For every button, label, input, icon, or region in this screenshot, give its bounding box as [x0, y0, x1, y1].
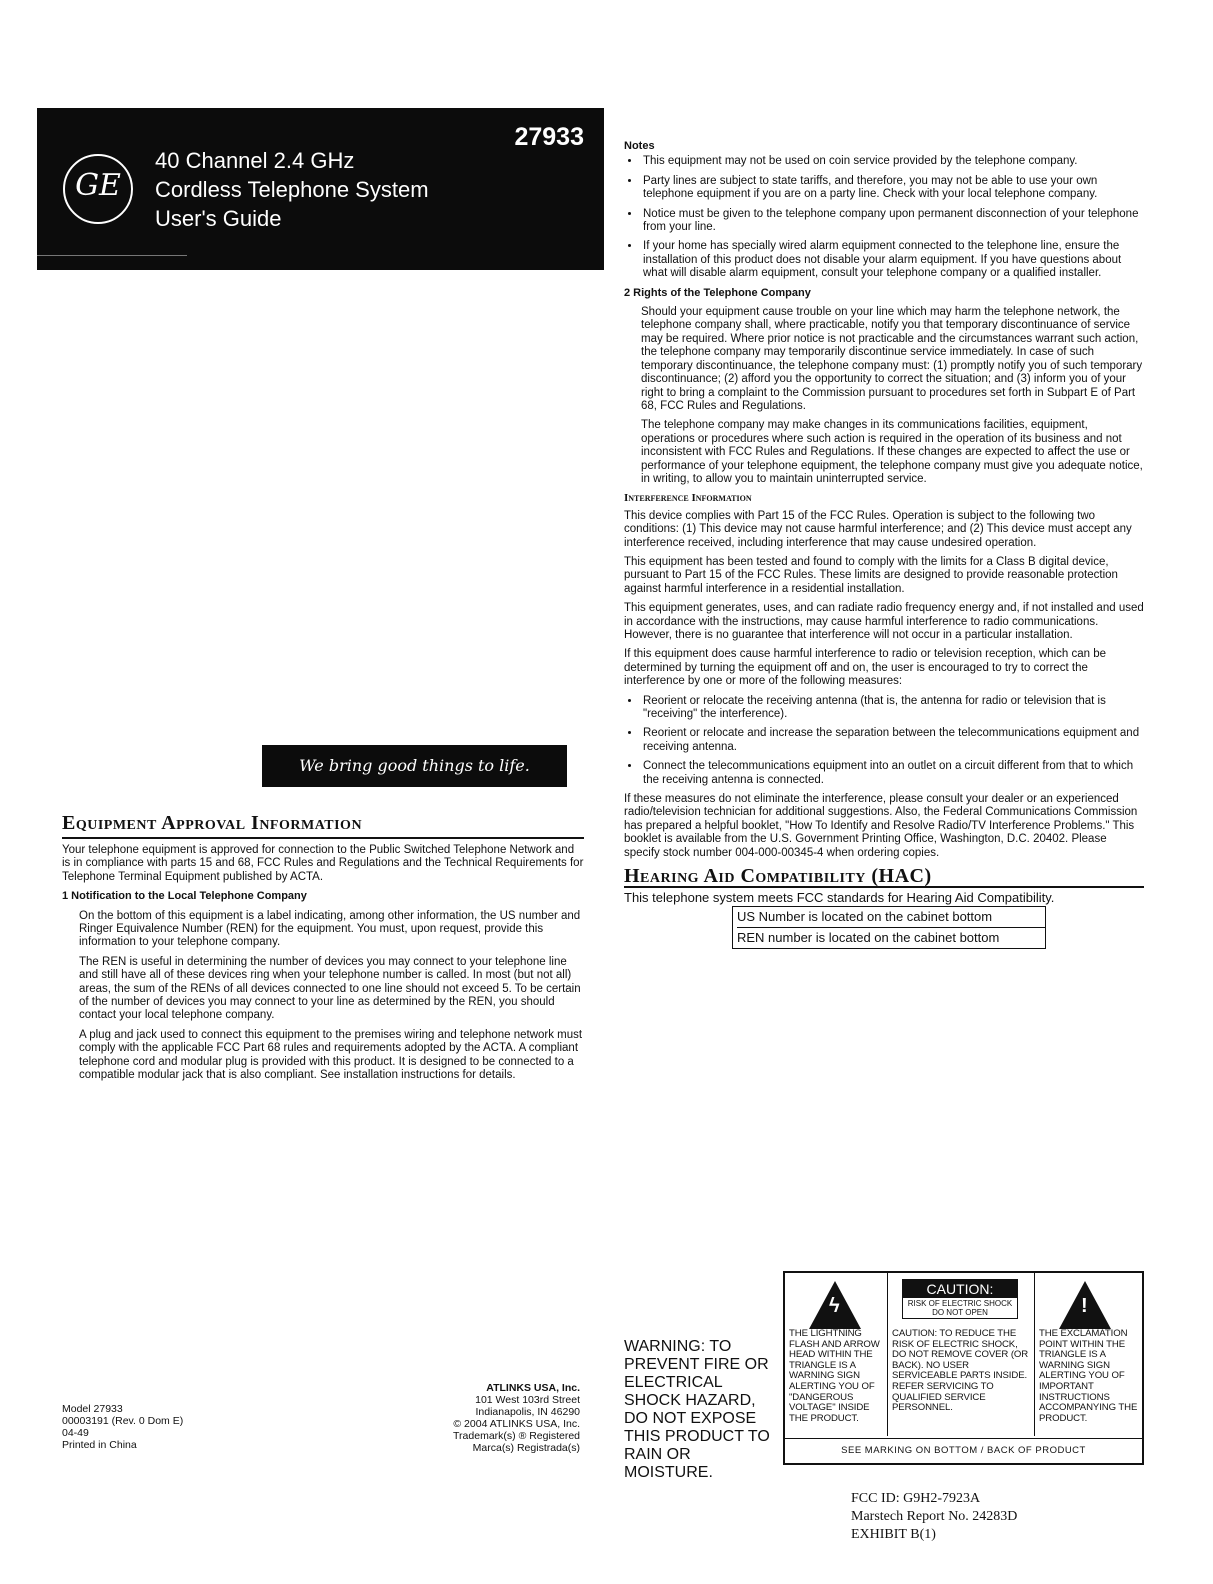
equipment-paragraph: The REN is useful in determining the number of devices you may connect to your telephone line and still have all of these devices ring when your telephone number is called. In most (but not all) areas, the sum of the RENs of all devices connected to one line should not exceed 5. To be certain of the number of devices you may connect to your line as determined by the REN, you should contact your local telephone company.	[79, 955, 581, 1022]
fcc-info: FCC ID: G9H2-7923A Marstech Report No. 24283D EXHIBIT B(1)	[851, 1491, 1018, 1542]
notification-subheading: 1 Notification to the Local Telephone Company	[62, 890, 307, 903]
list-item: • Reorient or relocate the receiving antenna (that is, the antenna for radio or television that is "receiving" the interference).	[641, 695, 1144, 722]
equipment-paragraph: A plug and jack used to connect this equipment to the premises wiring and telephone network must comply with the applicable FCC Part 68 rules and requirements adopted by the ACTA. A compliant telephone cord and modular plug is provided with this product. It is designed to be connected to a compatible modular jack that is also compliant. See installation instructions for details.	[79, 1028, 583, 1082]
interference-paragraph: If these measures do not eliminate the interference, please consult your dealer or an experienced radio/television technician for additional suggestions. Also, the Federal Communications Commission has prepared a helpful booklet, "How To Identify and Resolve Radio/TV Interference Problems." This booklet is available from the U.S. Government Printing Office, Washington, D.C. 20402. Please specify stock number 004-000-00345-4 when ordering copies.	[624, 793, 1138, 859]
caution-label	[783, 1271, 1144, 1465]
hac-box	[732, 906, 1046, 949]
right-column	[624, 140, 1144, 949]
list-item: • Notice must be given to the telephone company upon permanent disconnection of your telephone from your line.	[641, 208, 1144, 235]
model-number: 27933	[514, 123, 584, 151]
equipment-heading: Equipment Approval Information	[62, 812, 584, 839]
caution-box: CAUTION: RISK OF ELECTRIC SHOCK DO NOT OPEN	[902, 1279, 1018, 1319]
model-info: Model 27933 00003191 (Rev. 0 Dom E) 04-49 Printed in China	[62, 1403, 184, 1451]
exclamation-warning-icon: !	[1059, 1281, 1111, 1329]
header-rule	[37, 255, 187, 256]
ge-logo-icon: GE	[63, 154, 133, 224]
caution-left-panel: ϟ THE LIGHTNING FLASH AND ARROW HEAD WITHIN THE TRIANGLE IS A WARNING SIGN ALERTING YOU OF "DANGEROUS VOLTAGE" INSIDE THE PRODUCT.	[785, 1273, 888, 1436]
interference-paragraph: This equipment has been tested and found to comply with the limits for a Class B digital device, pursuant to Part 15 of the FCC Rules. These limits are designed to provide reasonable protection against harmful interference in a residential installation.	[624, 555, 1118, 595]
interference-paragraph: This equipment generates, uses, and can radiate radio frequency energy and, if not installed and used in accordance with the instructions, may cause harmful interference to radio communications. However, there is no guarantee that interference will not occur in a particular installation.	[624, 602, 1144, 641]
list-item: • Reorient or relocate and increase the separation between the telecommunications equipment and receiving antenna.	[641, 727, 1144, 754]
equipment-paragraph: On the bottom of this equipment is a label indicating, among other information, the US number and Ringer Equivalence Number (REN) for the equipment. You must, upon request, provide this information to your telephone company.	[79, 909, 581, 949]
list-item: • This equipment may not be used on coin service provided by the telephone company.	[641, 155, 1144, 168]
hac-ren-number: REN number is located on the cabinet bottom	[737, 927, 1045, 948]
lightning-warning-icon: ϟ	[809, 1281, 861, 1329]
notes-list	[624, 155, 1144, 280]
hac-heading: Hearing Aid Compatibility (HAC)	[624, 870, 1144, 887]
equipment-intro: Your telephone equipment is approved for connection to the Public Switched Telephone Network and is in compliance with parts 15 and 68, FCC Rules and Regulations and the Technical Requirements for Telephone Terminal Equipment published by ACTA.	[62, 844, 584, 883]
hac-us-number: US Number is located on the cabinet bottom	[737, 908, 993, 924]
list-item: • If your home has specially wired alarm equipment connected to the telephone line, ensure the installation of this product does not disable your alarm equipment. If you have questions about what will disable alarm equipment, consult your telephone company or a qualified installer.	[641, 240, 1144, 280]
measures-list	[624, 695, 1144, 787]
caution-mid-panel: CAUTION: RISK OF ELECTRIC SHOCK DO NOT OPEN CAUTION: TO REDUCE THE RISK OF ELECTRIC SHOCK, DO NOT REMOVE COVER (OR BACK). NO USER SERVICEABLE PARTS INSIDE. REFER SERVICING TO QUALIFIED SERVICE PERSONNEL.	[888, 1273, 1035, 1436]
company-info: ATLINKS USA, Inc. 101 West 103rd Street Indianapolis, IN 46290 © 2004 ATLINKS USA, Inc. Trademark(s) ® Registered Marca(s) Registrada(s)	[453, 1382, 580, 1454]
notes-label: Notes	[624, 140, 655, 152]
equipment-approval-section	[62, 812, 584, 1089]
rights-paragraph: The telephone company may make changes in its communications facilities, equipment, operations or procedures where such action is required in the operation of its business and not inconsistent with FCC Rules and Regulations. If these changes are expected to affect the use or performance of your telephone equipment, the telephone company must give you adequate notice, in writing, to allow you to maintain uninterrupted service.	[641, 419, 1143, 485]
warning-text: WARNING: TO PREVENT FIRE OR ELECTRICAL SHOCK HAZARD, DO NOT EXPOSE THIS PRODUCT TO RAIN OR MOISTURE.	[624, 1338, 770, 1481]
list-item: • Party lines are subject to state tariffs, and therefore, you may not be able to use your own telephone equipment if you are on a party line. Check with your local telephone company.	[641, 175, 1144, 202]
rights-paragraph: Should your equipment cause trouble on your line which may harm the telephone network, the telephone company shall, where practicable, notify you that temporary discontinuance of service may be required. Where prior notice is not practicable and the circumstances warrant such action, the telephone company may temporarily discontinue service immediately. In case of such temporary discontinuance, the telephone company must: (1) promptly notify you of such temporary discontinuance; (2) afford you the opportunity to correct the situation; and (3) inform you of your right to bring a complaint to the Commission pursuant to procedures set forth in Subpart E of Part 68, FCC Rules and Regulations.	[641, 306, 1143, 412]
hac-text: This telephone system meets FCC standards for Hearing Aid Compatibility.	[624, 889, 1055, 905]
cover-header	[37, 108, 604, 270]
caution-right-panel: ! THE EXCLAMATION POINT WITHIN THE TRIANGLE IS A WARNING SIGN ALERTING YOU OF IMPORTANT INSTRUCTIONS ACCOMPANYING THE PRODUCT.	[1035, 1273, 1142, 1436]
interference-heading: Interference Information	[624, 492, 752, 505]
interference-paragraph: This device complies with Part 15 of the FCC Rules. Operation is subject to the following two conditions: (1) This device may not cause harmful interference; and (2) This device must accept any interference received, including interference that may cause undesired operation.	[624, 509, 1132, 549]
interference-paragraph: If this equipment does cause harmful interference to radio or television reception, which can be determined by turning the equipment off and on, the user is encouraged to try to correct the interference by one or more of the following measures:	[624, 648, 1106, 688]
guide-title: 40 Channel 2.4 GHz Cordless Telephone System User's Guide	[155, 148, 429, 231]
list-item: • Connect the telecommunications equipment into an outlet on a circuit different from that to which the receiving antenna is connected.	[641, 760, 1144, 787]
rights-subheading: 2 Rights of the Telephone Company	[624, 286, 811, 299]
caution-footer: SEE MARKING ON BOTTOM / BACK OF PRODUCT	[785, 1438, 1142, 1463]
slogan-banner: We bring good things to life.	[262, 745, 567, 787]
